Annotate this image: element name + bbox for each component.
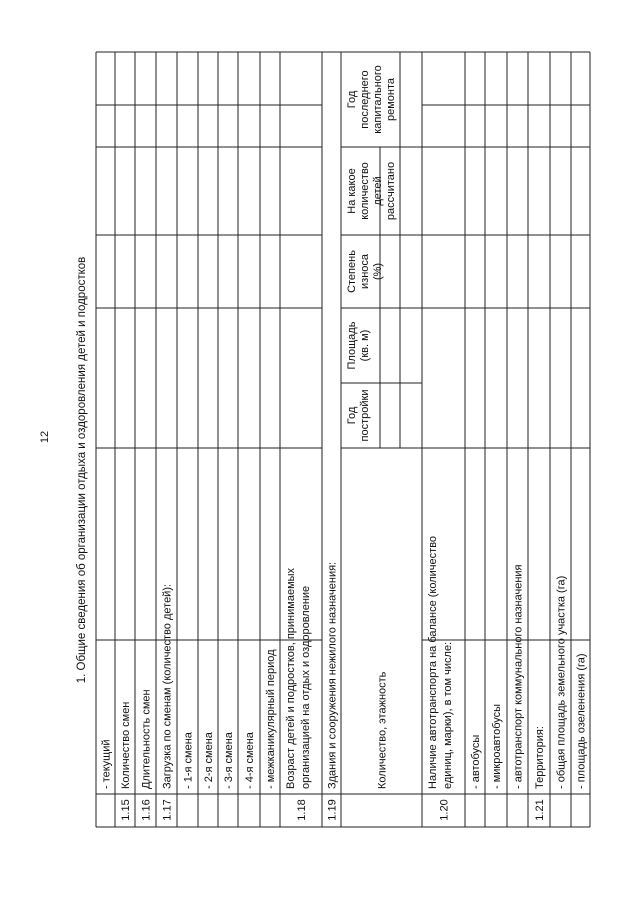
row-label: - текущий — [100, 739, 113, 789]
building-header-area-line: (кв. м) — [359, 329, 371, 362]
building-header-wear-line: износа — [359, 254, 371, 289]
building-header-capacity-line: количество — [359, 162, 371, 220]
row-label-line-2: единиц, марки), в том числе: — [442, 641, 454, 789]
table-row — [244, 731, 256, 789]
building-header-capacity-line: рассчитано — [385, 161, 397, 221]
building-header-wear-line: (%) — [372, 262, 384, 281]
row-label: Длительность смен — [140, 689, 153, 789]
row-label: - 2-я смена — [203, 732, 215, 789]
table-row — [265, 649, 277, 789]
row-label-line-1: Наличие автотранспорта на балансе (количество — [427, 535, 439, 789]
building-header-capacity-line: На какое — [346, 168, 358, 214]
table-row — [377, 671, 389, 789]
row-label: Здания и сооружения нежилого назначения: — [326, 561, 339, 789]
table-row — [327, 562, 339, 821]
table-row — [203, 731, 215, 789]
table-row — [223, 731, 235, 789]
table-row — [141, 689, 153, 820]
building-header-last-repair-line: Год — [346, 90, 358, 109]
table-row — [470, 735, 482, 789]
row-number: 1.20 — [438, 799, 451, 821]
page-number: 12 — [39, 430, 51, 444]
row-number: 1.15 — [120, 799, 132, 821]
building-header-capacity-line: детей — [372, 176, 384, 206]
building-header-last-repair-line: ремонта — [385, 77, 397, 122]
row-label: - площадь озеленения (га) — [575, 653, 588, 789]
row-number: 1.16 — [140, 799, 153, 821]
table-row — [491, 704, 503, 789]
row-number: 1.19 — [326, 799, 339, 821]
table-row — [576, 653, 588, 789]
building-subtable-headers — [346, 65, 397, 441]
row-label: Территория: — [534, 726, 546, 789]
building-header-wear-line: Степень — [346, 250, 358, 293]
building-header-area-line: Площадь — [346, 321, 358, 370]
section-title: 1. Общие сведения об организации отдыха и оздоровления детей и подростков — [76, 256, 88, 684]
row-label: - автобусы — [470, 734, 482, 789]
row-label: Количество, этажность — [376, 671, 389, 789]
row-label: Загрузка по сменам (количество детей): — [161, 583, 174, 789]
row-label-line-2: организацией на отдых и оздоровление — [300, 585, 312, 789]
table-row — [120, 702, 132, 821]
row-label: - 3-я смена — [223, 732, 235, 789]
table-row — [534, 726, 546, 821]
table-row — [101, 739, 113, 789]
table-row — [162, 584, 174, 821]
table-row — [556, 576, 568, 789]
row-label: - 1-я смена — [182, 732, 195, 789]
table-row — [285, 567, 312, 820]
row-label: - 4-я смена — [244, 732, 256, 789]
row-label: - микроавтобусы — [491, 703, 503, 789]
table-row — [513, 564, 525, 789]
row-number: 1.18 — [296, 799, 308, 821]
row-label: - общая площадь земельного участка (га) — [555, 575, 568, 789]
table-row — [183, 731, 195, 789]
row-label: - межканикулярный период — [265, 649, 277, 789]
row-label-line-1: Возраст детей и подростков, принимаемых — [285, 567, 297, 789]
table-row — [427, 536, 454, 821]
row-number: 1.17 — [161, 799, 174, 821]
row-label: Количество смен — [120, 701, 132, 789]
row-number: 1.21 — [534, 799, 546, 821]
table-rows — [101, 536, 588, 821]
building-header-last-repair-line: последнего — [359, 70, 371, 129]
building-header-year-built-line: постройки — [359, 389, 371, 442]
row-label: - автотранспорт коммунального назначения — [512, 564, 525, 789]
building-header-last-repair-line: капитального — [372, 65, 384, 134]
building-header-year-built-line: Год — [346, 406, 358, 425]
